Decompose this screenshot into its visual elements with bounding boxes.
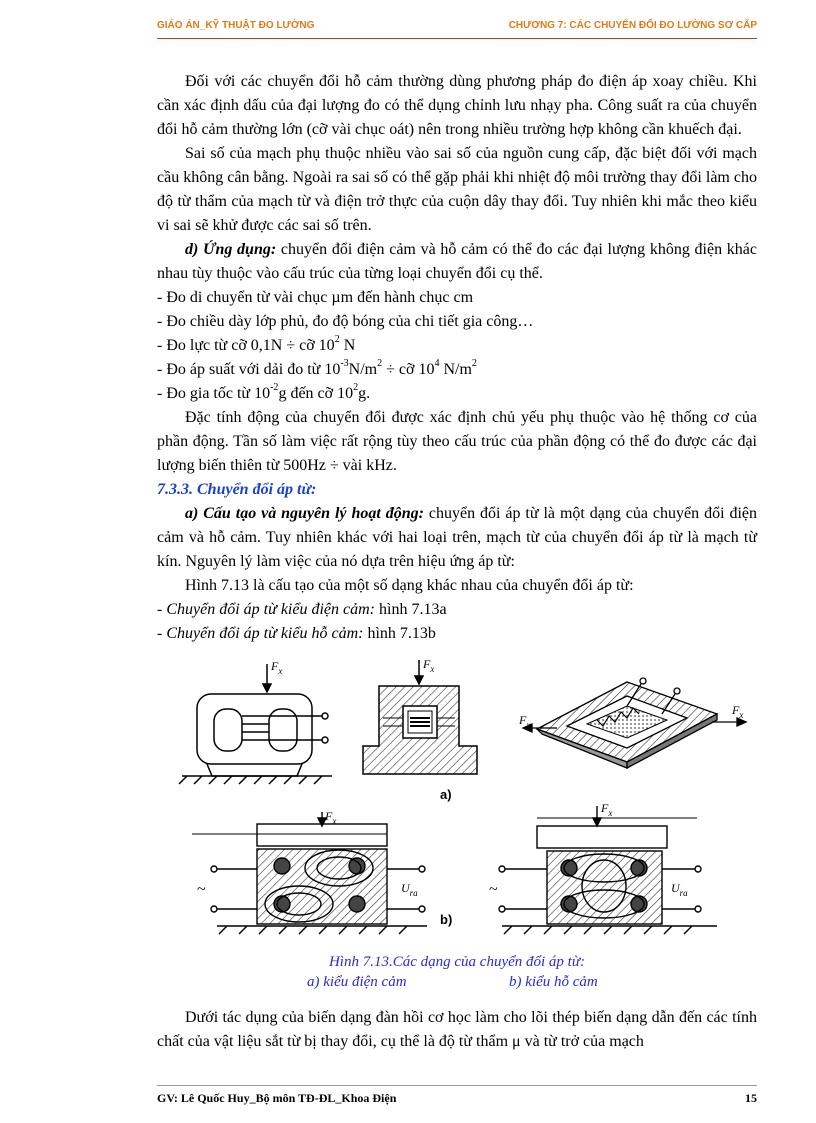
footer-author: GV: Lê Quốc Huy_Bộ môn TĐ-ĐL_Khoa Điện [157,1091,397,1105]
bullet-item: - Đo di chuyển từ vài chục µm đến hành chục cm [157,289,474,306]
application-text: chuyển đổi điện cảm và hỗ cảm có thể đo các đại lượng không điện khác nhau tùy thuộc vào cấu trúc của từng loại chuyển đổi cụ thể. [157,241,758,282]
paragraph-7: Dưới tác dụng của biến dạng đàn hồi cơ học làm cho lõi thép biến dạng dẫn đến các tính chất của vật liệu sắt từ bị thay đổi, cụ thể là độ từ thẩm μ và từ trở của mạch [157,1009,757,1050]
structure-text: chuyển đổi áp từ là một dạng của chuyển đổi điện cảm và hỗ cảm. Tuy nhiên khác với hai loại trên, mạch từ của chuyển đổi áp từ là mạch từ kín. Nguyên lý làm việc của nó dựa trên hiệu ứng áp từ: [157,505,757,570]
fig-b2-force-label: $F_x$ [601,801,613,818]
fig-a3-force-left: $F_x$ [519,713,531,730]
paragraph-2: Sai số của mạch phụ thuộc nhiều vào sai số của nguồn cung cấp, đặc biệt đối với mạch cầu không cân bằng. Ngoài ra sai số có thể gặp phải khi nhiệt độ môi trường thay đổi làm cho độ từ thẩm của mạch từ và điện trở thực của cuộn dây thay đổi. Tuy nhiên khi mắc theo kiểu vi sai sẽ khử được các sai số trên. [157,145,757,234]
fig-b2-output-label: $U_{ra}$ [671,881,688,898]
header-left: GIÁO ÁN_KỸ THUẬT ĐO LƯỜNG [157,20,315,31]
paragraph-5 [157,502,757,574]
figure-caption-sub [157,972,757,992]
fig-a2-force-label: $F_x$ [423,657,435,674]
fig-b1-output-label: $U_{ra}$ [401,881,418,898]
fig-b1-force-label: $F_x$ [325,809,337,826]
page-content [157,70,757,1054]
fig-a-inductive-frame [179,664,332,784]
figure-caption: Hình 7.13.Các dạng của chuyển đổi áp từ: [328,954,586,970]
caption-a: a) kiểu điện cảm [307,974,407,990]
figure-label-a: a) [440,787,452,802]
caption-b: b) kiểu hỗ cảm [509,974,598,990]
bullet-item: - Đo chiều dày lớp phủ, đo độ bóng của chi tiết gia công… [157,313,534,330]
paragraph-6: Hình 7.13 là cấu tạo của một số dạng khác nhau của chuyển đổi áp từ: [185,577,634,594]
fig-b-mutual-right [499,806,717,934]
fig-a1-force-label: $F_x$ [271,659,283,676]
fig-b2-ac-source: ~ [489,881,498,898]
fig-b1-ac-source: ~ [197,881,206,898]
page-header [157,20,757,39]
fig-a-inductive-plate [523,678,746,768]
paragraph-1: Đối với các chuyển đổi hỗ cảm thường dùng phương pháp đo điện áp xoay chiều. Khi cần xác định dấu của đại lượng đo có thể dụng chỉnh lưu nhạy pha. Công suất ra của chuyển đổi hỗ cảm thường lớn (cỡ vài chục oát) nên trong nhiều trường hợp không cần khuếch đại. [157,73,757,138]
figure-label-b: b) [440,912,453,927]
bullet-item: - Đo gia tốc từ $10^{-2}g$ đến cỡ $10^2g$. [157,381,371,402]
figure-7-13 [157,654,757,952]
figure-drawing [157,654,757,952]
fig-a-inductive-block [363,660,477,774]
fig-b-mutual-left [192,812,427,934]
page-number: 15 [745,1091,757,1105]
header-right: CHƯƠNG 7: CÁC CHUYỂN ĐỔI ĐO LƯỜNG SƠ CẤP [508,20,757,31]
page-footer [157,1085,757,1106]
bullet-item: - Chuyển đổi áp từ kiểu điện cảm: hình 7.13a [157,601,447,618]
fig-a3-force-right: $F_x$ [732,703,744,720]
structure-label: a) Cấu tạo và nguyên lý hoạt động: [185,505,424,522]
application-label: d) Ứng dụng: [185,241,277,258]
bullet-item: - Đo áp suất với dải đo từ $10^{-3}N/m^2$ ÷ cỡ $10^4$ $N/m^2$ [157,357,477,378]
paragraph-4: Đặc tính động của chuyển đổi được xác định chủ yếu phụ thuộc vào hệ thống cơ của phần động. Tần số làm việc rất rộng tùy theo cấu trúc của phần động có thể đo được các đại lượng biến thiên từ 500Hz ÷ vài kHz. [157,409,757,474]
bullet-item: - Đo lực từ cỡ 0,1N ÷ cỡ $10^2$ N [157,333,356,354]
bullet-item: - Chuyển đổi áp từ kiểu hỗ cảm: hình 7.13b [157,625,436,642]
section-title: 7.3.3. Chuyển đổi áp từ: [157,481,317,498]
paragraph-3 [157,238,757,286]
